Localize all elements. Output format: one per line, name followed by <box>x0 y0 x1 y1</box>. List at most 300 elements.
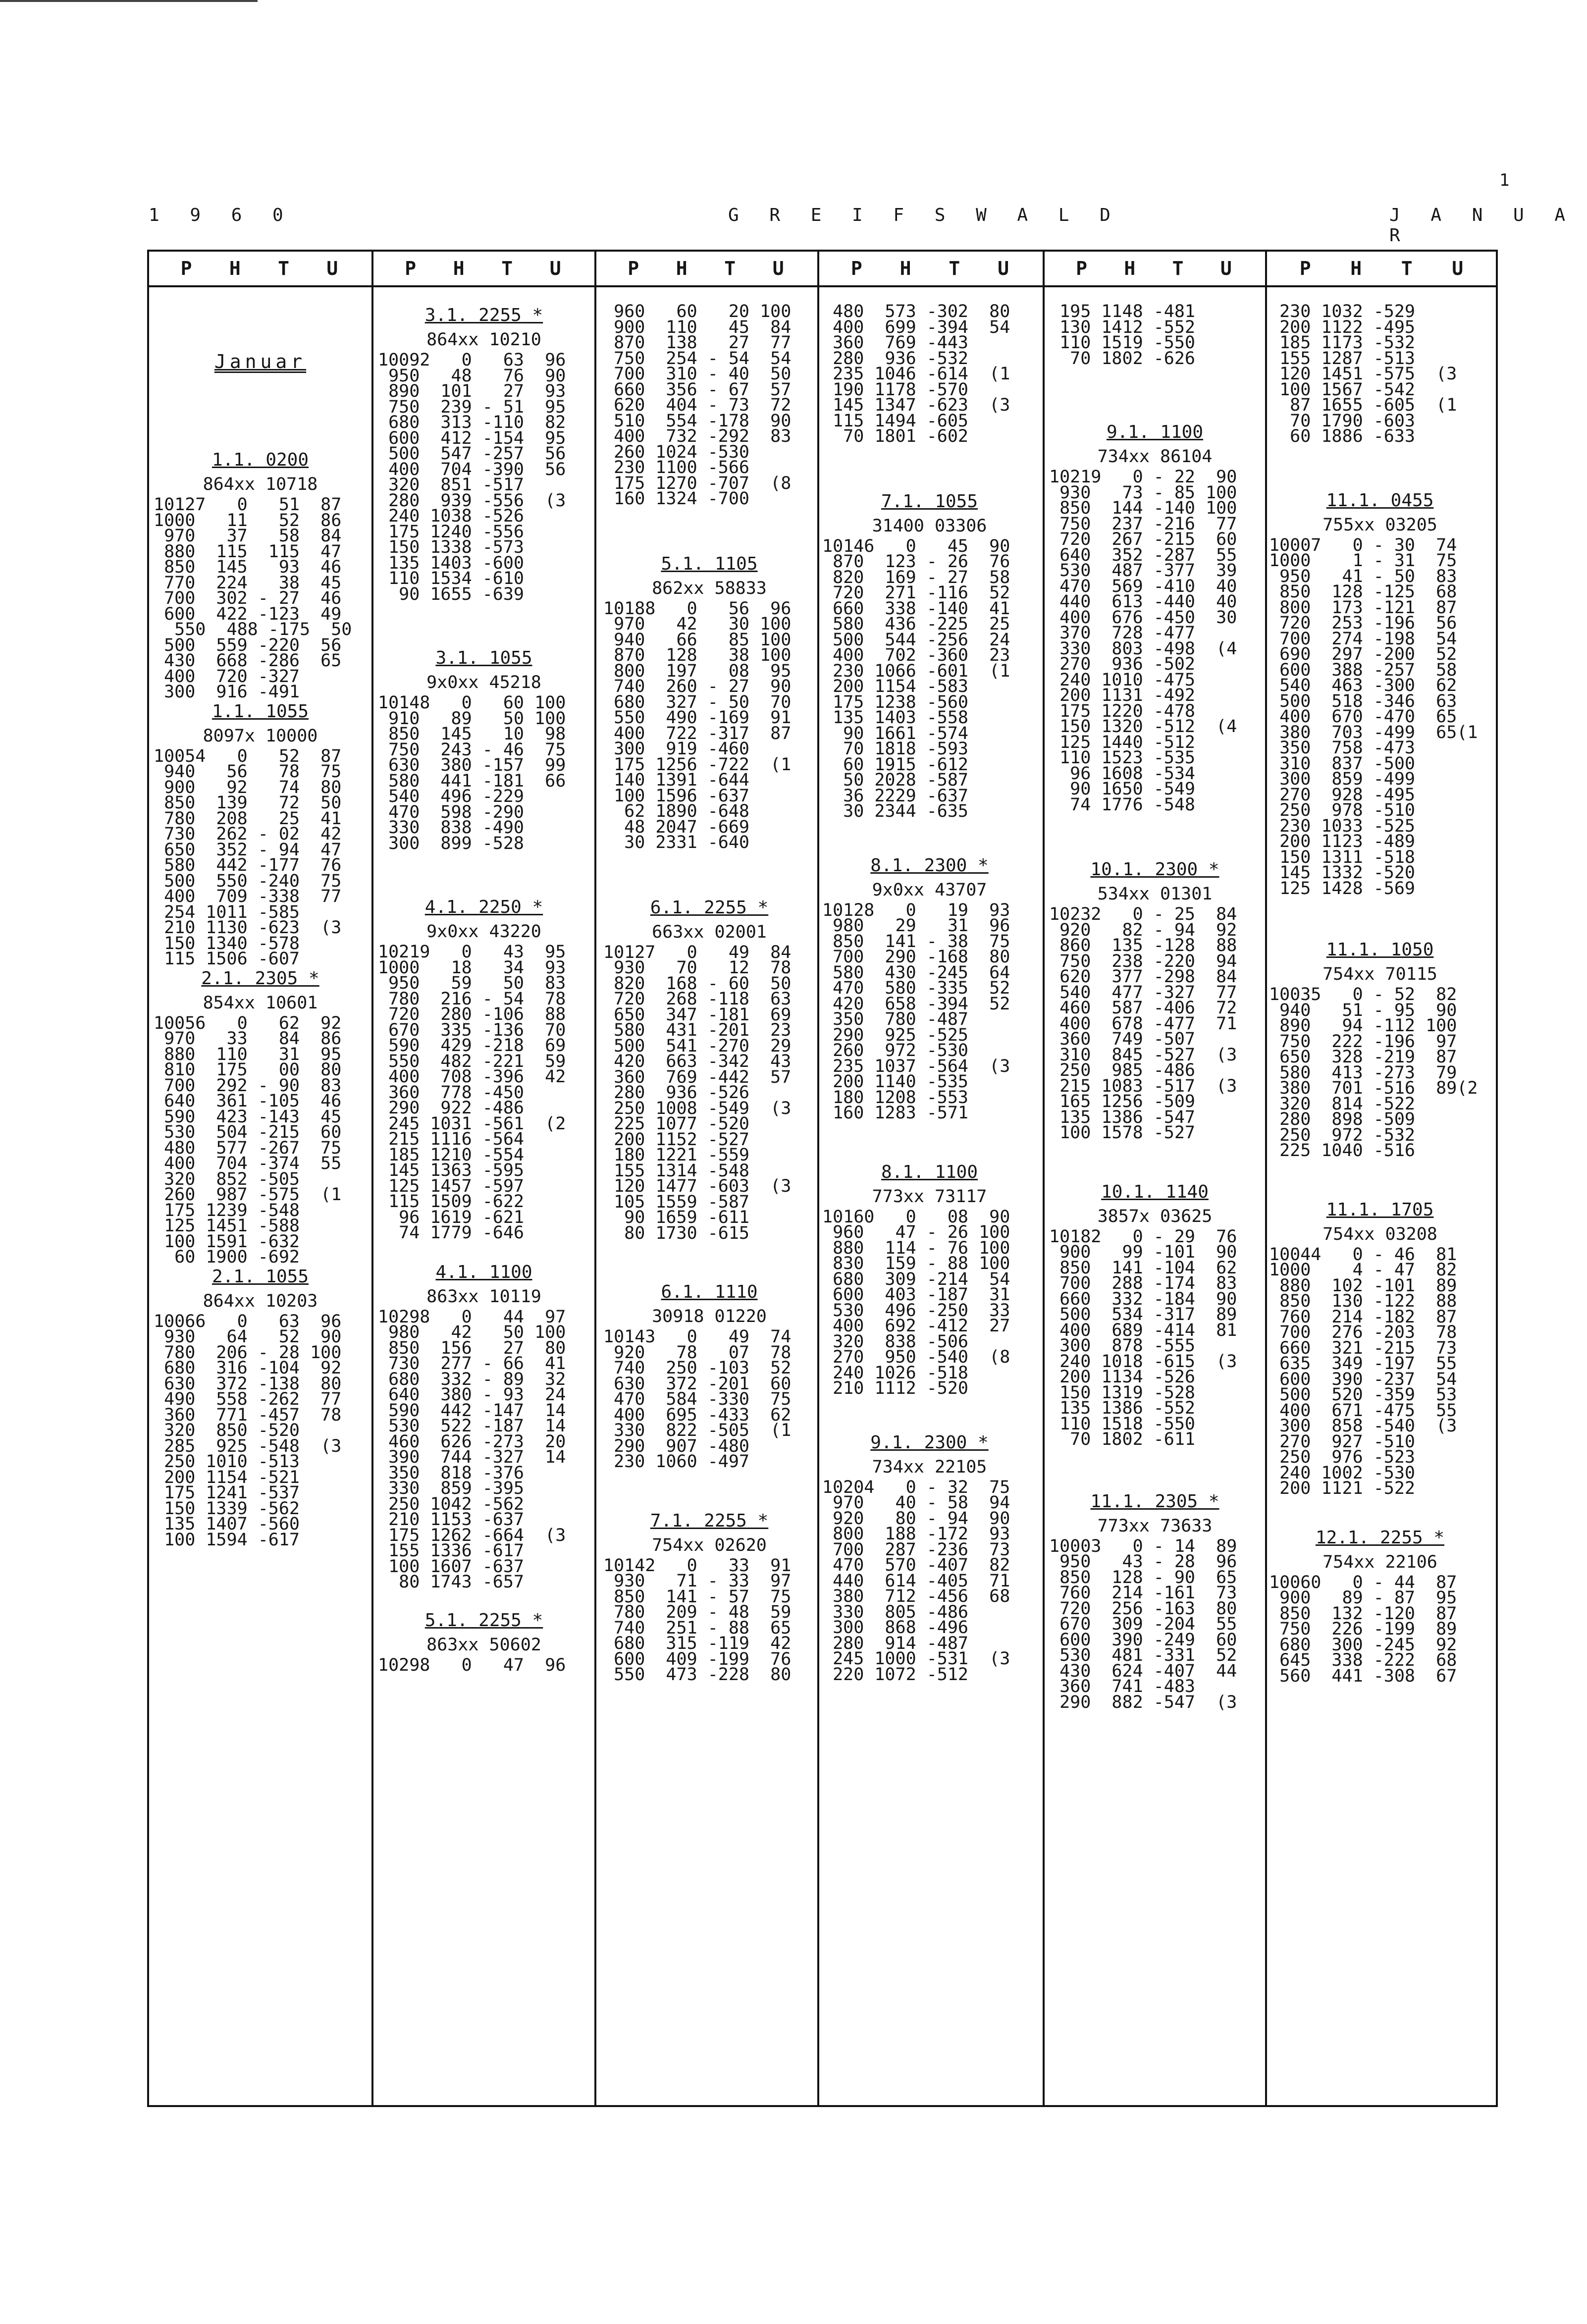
data-row: 400 689 -414 81 <box>1049 1320 1237 1340</box>
data-row: 155 1336 -617 <box>378 1541 525 1561</box>
section-title: 10.1. 1140 <box>1101 1181 1209 1202</box>
sounding-section <box>603 1281 815 1470</box>
data-row: 700 310 - 40 50 <box>603 364 792 384</box>
data-row: 10007 0 - 30 74 <box>1269 535 1457 555</box>
data-row: 80 1730 -615 <box>603 1223 750 1243</box>
column-header-label: T <box>1401 258 1413 279</box>
data-row: 330 805 -486 <box>822 1602 969 1622</box>
data-row: 660 332 -184 90 <box>1049 1289 1237 1309</box>
data-row: 260 1024 -530 <box>603 442 750 462</box>
data-row: 680 332 - 89 32 <box>378 1369 566 1389</box>
data-row: 50 2028 -587 <box>822 770 969 790</box>
data-row: 74 1779 -646 <box>378 1223 525 1243</box>
data-row: 600 390 -237 54 <box>1269 1369 1457 1389</box>
column-header-label: H <box>676 258 688 279</box>
data-row: 100 1591 -632 <box>154 1231 300 1252</box>
data-row: 900 110 45 84 <box>603 317 792 337</box>
data-row: 400 676 -450 30 <box>1049 607 1237 628</box>
data-row: 115 1509 -622 <box>378 1192 525 1212</box>
data-row: 300 878 -555 <box>1049 1336 1196 1356</box>
section-station-code: 863xx 10119 <box>426 1286 541 1307</box>
data-row: 460 626 -273 20 <box>378 1431 566 1452</box>
data-row: 700 302 - 27 46 <box>154 588 342 608</box>
column-header-label: H <box>453 258 465 279</box>
data-row: 120 1477 -603 (3 <box>603 1176 792 1196</box>
data-row: 250 985 -486 <box>1049 1060 1196 1080</box>
data-row: 10056 0 62 92 <box>154 1013 342 1033</box>
data-row: 900 89 - 87 95 <box>1269 1588 1457 1608</box>
data-row: 10127 0 51 87 <box>154 495 342 515</box>
data-row: 74 1776 -548 <box>1049 794 1196 815</box>
column-header-label: H <box>1350 258 1362 279</box>
header-year: 1 9 6 0 <box>149 205 293 225</box>
data-row: 1000 11 52 86 <box>154 510 342 530</box>
data-row: 150 1311 -518 <box>1269 847 1416 867</box>
data-row: 135 1386 -547 <box>1049 1107 1196 1127</box>
section-station-code: 734xx 86104 <box>1097 447 1213 467</box>
data-row: 800 188 -172 93 <box>822 1524 1010 1544</box>
data-row: 360 769 -443 <box>822 333 969 353</box>
data-row: 850 144 -140 100 <box>1049 498 1237 518</box>
data-row: 10204 0 - 32 75 <box>822 1477 1010 1497</box>
data-row: 400 695 -433 62 <box>603 1405 792 1425</box>
sounding-section <box>1269 304 1491 445</box>
data-row: 10188 0 56 96 <box>603 598 792 619</box>
section-station-code: 864xx 10718 <box>203 475 318 494</box>
data-row: 290 907 -480 <box>603 1436 750 1456</box>
section-station-code: 754xx 03208 <box>1322 1224 1437 1244</box>
sounding-section <box>1269 939 1491 1159</box>
data-row: 125 1428 -569 <box>1269 878 1416 898</box>
data-row: 200 1134 -526 <box>1049 1367 1196 1387</box>
column-header-label: U <box>326 258 338 279</box>
data-row: 225 1077 -520 <box>603 1114 750 1134</box>
data-row: 850 141 - 57 75 <box>603 1586 792 1607</box>
data-row: 150 1339 -562 <box>154 1498 300 1519</box>
section-title: 9.1. 1100 <box>1106 422 1204 442</box>
data-row: 880 110 31 95 <box>154 1044 342 1064</box>
data-row: 580 430 -245 64 <box>822 962 1010 983</box>
section-title: 10.1. 2300 * <box>1049 858 1261 881</box>
sounding-section <box>154 967 367 1266</box>
data-row: 100 1567 -542 <box>1269 379 1416 400</box>
data-row: 850 128 - 90 65 <box>1049 1567 1237 1587</box>
column-header-group <box>817 258 1043 282</box>
data-row: 230 1066 -601 (1 <box>822 661 1010 681</box>
data-row: 910 89 50 100 <box>378 708 566 729</box>
data-row: 400 692 -412 27 <box>822 1316 1010 1336</box>
data-row: 630 372 -201 60 <box>603 1373 792 1394</box>
data-row: 175 1240 -556 <box>378 522 525 542</box>
data-row: 240 1018 -615 (3 <box>1049 1351 1237 1372</box>
data-row: 10127 0 49 84 <box>603 942 792 962</box>
data-row: 670 309 -204 55 <box>1049 1614 1237 1634</box>
column-separator <box>594 250 596 2107</box>
data-row: 820 169 - 27 58 <box>822 567 1010 587</box>
data-row: 220 1072 -512 <box>822 1664 969 1685</box>
data-row: 300 916 -491 <box>154 682 300 702</box>
data-row: 10035 0 - 52 82 <box>1269 985 1457 1004</box>
data-row: 200 1154 -583 <box>822 677 969 696</box>
data-row: 950 43 - 28 96 <box>1049 1552 1237 1572</box>
data-column <box>378 304 590 1673</box>
sounding-section <box>378 896 590 1241</box>
data-row: 430 668 -286 65 <box>154 651 342 671</box>
sounding-section <box>822 304 1037 445</box>
data-row: 270 928 -495 <box>1269 785 1416 805</box>
sounding-section <box>1049 1181 1261 1448</box>
data-row: 400 678 -477 71 <box>1049 1013 1237 1034</box>
data-row: 145 1347 -623 (3 <box>822 395 1010 415</box>
data-row: 96 1608 -534 <box>1049 763 1196 784</box>
data-row: 10298 0 44 97 <box>378 1307 566 1327</box>
section-title: 7.1. 2255 * <box>603 1510 815 1532</box>
data-row: 200 1140 -535 <box>822 1072 969 1092</box>
data-row: 850 145 93 46 <box>154 557 342 577</box>
data-row: 30 2344 -635 <box>822 801 969 821</box>
data-row: 870 138 27 77 <box>603 333 792 353</box>
data-row: 580 442 -177 76 <box>154 855 342 875</box>
data-row: 280 898 -509 <box>1269 1109 1416 1129</box>
data-row: 10054 0 52 87 <box>154 746 342 766</box>
data-row: 240 1026 -518 <box>822 1363 969 1383</box>
section-station-code: 754xx 70115 <box>1322 964 1437 984</box>
data-row: 10143 0 49 74 <box>603 1327 792 1347</box>
data-row: 1000 1 - 31 75 <box>1269 551 1457 571</box>
data-row: 200 1152 -527 <box>603 1129 750 1150</box>
header-rule <box>147 285 1498 287</box>
data-row: 850 132 -120 87 <box>1269 1603 1457 1624</box>
data-row: 480 573 -302 80 <box>822 302 1010 321</box>
column-header-label: P <box>850 258 862 279</box>
data-row: 680 300 -245 92 <box>1269 1635 1457 1655</box>
data-row: 590 429 -218 69 <box>378 1036 566 1056</box>
data-row: 550 488 -175 50 <box>154 620 352 639</box>
sounding-section <box>1269 489 1491 897</box>
data-row: 970 33 84 86 <box>154 1029 342 1049</box>
section-station-code: 9x0xx 45218 <box>426 673 541 692</box>
data-row: 870 123 - 26 76 <box>822 552 1010 572</box>
data-row: 200 1121 -522 <box>1269 1479 1416 1498</box>
data-row: 720 280 -106 88 <box>378 1004 566 1024</box>
sounding-section <box>1049 858 1261 1141</box>
data-row: 500 518 -346 63 <box>1269 691 1457 711</box>
section-title: 11.1. 2305 * <box>1049 1490 1261 1513</box>
data-row: 950 41 - 50 83 <box>1269 566 1457 586</box>
data-row: 260 987 -575 (1 <box>154 1185 342 1205</box>
data-row: 87 1655 -605 (1 <box>1269 395 1457 415</box>
data-row: 250 978 -510 <box>1269 800 1416 820</box>
data-row: 920 82 - 94 92 <box>1049 920 1237 940</box>
data-row: 580 436 -225 25 <box>822 614 1010 634</box>
data-row: 120 1451 -575 (3 <box>1269 364 1457 384</box>
data-row: 750 238 -220 94 <box>1049 951 1237 971</box>
data-row: 810 175 00 80 <box>154 1060 342 1080</box>
data-row: 800 197 08 95 <box>603 661 792 681</box>
data-row: 10219 0 43 95 <box>378 942 566 962</box>
data-row: 980 42 50 100 <box>378 1322 566 1342</box>
data-row: 280 914 -487 <box>822 1633 969 1653</box>
data-row: 190 1178 -570 <box>822 379 969 400</box>
data-column <box>154 299 367 1548</box>
data-row: 470 569 -410 40 <box>1049 576 1237 596</box>
data-row: 330 803 -498 (4 <box>1049 638 1237 659</box>
data-row: 880 114 - 76 100 <box>822 1238 1010 1258</box>
data-row: 870 128 38 100 <box>603 645 792 665</box>
data-row: 970 37 58 84 <box>154 526 342 546</box>
data-column <box>1269 304 1491 1684</box>
sounding-section <box>378 647 590 851</box>
data-row: 850 156 27 80 <box>378 1338 566 1358</box>
data-row: 10298 0 47 96 <box>378 1655 566 1675</box>
data-row: 690 297 -200 52 <box>1269 644 1457 664</box>
header-city: G R E I F S W A L D <box>728 205 1120 225</box>
section-title: 11.1. 1050 <box>1326 940 1434 960</box>
column-separator <box>1043 250 1045 2107</box>
data-row: 770 224 38 45 <box>154 573 342 593</box>
data-row: 280 939 -556 (3 <box>378 490 566 511</box>
data-row: 320 838 -506 <box>822 1331 969 1352</box>
data-row: 310 837 -500 <box>1269 753 1416 774</box>
data-row: 240 1010 -475 <box>1049 670 1196 690</box>
data-row: 960 47 - 26 100 <box>822 1222 1010 1242</box>
column-header-label: U <box>772 258 784 279</box>
data-row: 850 128 -125 68 <box>1269 582 1457 602</box>
data-row: 135 1407 -560 <box>154 1514 300 1534</box>
data-row: 175 1262 -664 (3 <box>378 1525 566 1545</box>
data-row: 390 744 -327 14 <box>378 1447 566 1467</box>
data-row: 950 48 76 90 <box>378 366 566 386</box>
column-header-group <box>594 258 817 282</box>
data-row: 635 349 -197 55 <box>1269 1354 1457 1373</box>
data-row: 360 749 -507 <box>1049 1029 1196 1049</box>
data-row: 400 670 -470 65 <box>1269 707 1457 727</box>
column-header-group <box>371 258 594 282</box>
data-row: 240 1038 -526 <box>378 506 525 526</box>
data-row: 200 1123 -489 <box>1269 832 1416 851</box>
data-row: 600 388 -257 58 <box>1269 660 1457 680</box>
data-row: 970 42 30 100 <box>603 614 792 634</box>
data-row: 125 1451 -588 <box>154 1216 300 1236</box>
data-row: 550 482 -221 59 <box>378 1051 566 1071</box>
sounding-section <box>378 304 590 602</box>
data-row: 480 577 -267 75 <box>154 1138 342 1158</box>
data-row: 270 950 -540 (8 <box>822 1347 1010 1367</box>
data-row: 300 899 -528 <box>378 833 525 853</box>
data-row: 110 1523 -535 <box>1049 748 1196 768</box>
data-row: 60 1900 -692 <box>154 1247 300 1267</box>
section-title: 3.1. 2255 * <box>378 304 590 327</box>
data-row: 175 1239 -548 <box>154 1200 300 1220</box>
data-row: 720 256 -163 80 <box>1049 1598 1237 1619</box>
sounding-section <box>822 854 1037 1121</box>
data-row: 860 135 -128 88 <box>1049 936 1237 955</box>
data-row: 350 780 -487 <box>822 1009 969 1029</box>
data-row: 70 1802 -626 <box>1049 348 1196 369</box>
month-title: Januar <box>214 351 307 372</box>
data-row: 135 1403 -600 <box>378 553 525 573</box>
data-row: 660 321 -215 73 <box>1269 1338 1457 1358</box>
data-row: 175 1241 -537 <box>154 1483 300 1503</box>
data-row: 740 251 - 88 65 <box>603 1618 792 1638</box>
column-header-label: T <box>724 258 736 279</box>
data-row: 10060 0 - 44 87 <box>1269 1572 1457 1592</box>
data-row: 630 372 -138 80 <box>154 1373 342 1394</box>
data-row: 900 92 74 80 <box>154 777 342 797</box>
data-row: 920 78 07 78 <box>603 1342 792 1363</box>
section-station-code: 863xx 50602 <box>426 1635 541 1655</box>
data-row: 740 250 -103 52 <box>603 1358 792 1378</box>
section-title: 7.1. 1055 <box>881 491 978 512</box>
data-row: 880 115 115 47 <box>154 541 342 562</box>
data-row: 150 1340 -578 <box>154 933 300 953</box>
data-row: 150 1320 -512 (4 <box>1049 717 1237 737</box>
section-station-code: 864xx 10210 <box>426 330 541 350</box>
data-row: 180 1221 -559 <box>603 1145 750 1165</box>
data-row: 185 1173 -532 <box>1269 333 1416 353</box>
data-row: 210 1153 -637 <box>378 1510 525 1530</box>
data-row: 145 1363 -595 <box>378 1161 525 1180</box>
sounding-section <box>378 1261 590 1590</box>
data-row: 680 309 -214 54 <box>822 1269 1010 1289</box>
data-row: 400 704 -390 56 <box>378 459 566 479</box>
column-header-label: P <box>1076 258 1088 279</box>
sounding-section <box>603 897 815 1242</box>
data-row: 185 1210 -554 <box>378 1145 525 1165</box>
data-row: 730 262 - 02 42 <box>154 824 342 844</box>
data-row: 590 423 -143 45 <box>154 1107 342 1127</box>
data-row: 290 925 -525 <box>822 1025 969 1045</box>
data-row: 320 851 -517 <box>378 475 525 495</box>
data-row: 600 412 -154 95 <box>378 428 566 448</box>
data-row: 500 520 -359 53 <box>1269 1385 1457 1405</box>
data-row: 660 356 - 67 57 <box>603 379 792 400</box>
data-row: 950 59 50 83 <box>378 973 566 993</box>
data-row: 940 56 78 75 <box>154 762 342 782</box>
data-row: 300 868 -496 <box>822 1618 969 1637</box>
data-row: 165 1256 -509 <box>1049 1092 1196 1111</box>
data-row: 540 477 -327 77 <box>1049 982 1237 1003</box>
data-row: 225 1040 -516 <box>1269 1141 1416 1161</box>
data-row: 155 1287 -513 <box>1269 348 1416 369</box>
section-station-code: 734xx 22105 <box>872 1457 987 1477</box>
data-row: 645 338 -222 68 <box>1269 1650 1457 1670</box>
data-row: 250 972 -532 <box>1269 1125 1416 1145</box>
data-row: 254 1011 -585 <box>154 902 300 922</box>
data-row: 680 315 -119 42 <box>603 1634 792 1653</box>
data-row: 400 699 -394 54 <box>822 317 1010 337</box>
data-row: 10182 0 - 29 76 <box>1049 1226 1237 1247</box>
data-row: 720 267 -215 60 <box>1049 529 1237 549</box>
data-row: 125 1457 -597 <box>378 1176 525 1196</box>
data-row: 150 1319 -528 <box>1049 1382 1196 1403</box>
column-header-label: T <box>949 258 960 279</box>
section-title: 8.1. 1100 <box>881 1162 978 1182</box>
data-row: 160 1283 -571 <box>822 1103 969 1123</box>
data-row: 620 377 -298 84 <box>1049 967 1237 987</box>
data-row: 180 1208 -553 <box>822 1087 969 1108</box>
data-row: 940 66 85 100 <box>603 630 792 650</box>
data-row: 720 271 -116 52 <box>822 583 1010 603</box>
page-number: 1 <box>1499 170 1510 190</box>
data-row: 580 413 -273 79 <box>1269 1062 1457 1083</box>
data-row: 830 159 - 88 100 <box>822 1254 1010 1273</box>
data-row: 80 1743 -657 <box>378 1572 525 1592</box>
data-row: 160 1324 -700 <box>603 489 750 509</box>
section-station-code: 773xx 73117 <box>872 1186 987 1207</box>
data-row: 640 380 - 93 24 <box>378 1385 566 1405</box>
column-separator <box>1265 250 1267 2107</box>
data-row: 195 1148 -481 <box>1049 302 1196 321</box>
data-row: 470 598 -290 <box>378 802 525 822</box>
data-row: 760 214 -182 87 <box>1269 1307 1457 1327</box>
section-title: 11.1. 0455 <box>1326 490 1434 511</box>
column-header-label: H <box>899 258 911 279</box>
data-row: 780 216 - 54 78 <box>378 989 566 1009</box>
data-row: 530 522 -187 14 <box>378 1416 566 1436</box>
data-row: 230 1033 -525 <box>1269 816 1416 836</box>
data-row: 430 624 -407 44 <box>1049 1661 1237 1681</box>
data-row: 380 712 -456 68 <box>822 1586 1010 1606</box>
data-row: 1000 18 34 93 <box>378 957 566 978</box>
data-row: 290 882 -547 (3 <box>1049 1692 1237 1712</box>
header-month: J A N U A R <box>1389 205 1576 246</box>
data-row: 310 845 -527 (3 <box>1049 1045 1237 1065</box>
data-row: 270 936 -502 <box>1049 654 1196 674</box>
data-row: 60 1915 -612 <box>822 754 969 775</box>
data-row: 750 226 -199 89 <box>1269 1619 1457 1639</box>
data-row: 800 173 -121 87 <box>1269 597 1457 618</box>
data-row: 230 1100 -566 <box>603 458 750 477</box>
data-row: 260 972 -530 <box>822 1041 969 1060</box>
data-row: 70 1790 -603 <box>1269 411 1416 431</box>
sounding-section <box>154 449 367 700</box>
data-row: 10003 0 - 14 89 <box>1049 1536 1237 1556</box>
data-row: 215 1116 -564 <box>378 1129 525 1149</box>
data-row: 670 335 -136 70 <box>378 1020 566 1040</box>
section-title: 4.1. 2250 * <box>378 896 590 919</box>
column-separator <box>371 250 373 2107</box>
column-header-label: H <box>1124 258 1136 279</box>
data-row: 650 328 -219 87 <box>1269 1047 1457 1067</box>
data-row: 230 1032 -529 <box>1269 302 1416 321</box>
data-row: 300 859 -499 <box>1269 769 1416 789</box>
data-row: 580 441 -181 66 <box>378 771 566 791</box>
sounding-section <box>1049 1490 1261 1711</box>
data-column <box>1049 304 1261 1710</box>
data-row: 780 206 - 28 100 <box>154 1342 342 1363</box>
data-row: 350 818 -376 <box>378 1463 525 1483</box>
sounding-section <box>822 490 1037 820</box>
data-row: 360 741 -483 <box>1049 1677 1196 1696</box>
section-title: 9.1. 2300 * <box>822 1431 1037 1454</box>
data-row: 115 1506 -607 <box>154 949 300 969</box>
scan-edge-line <box>0 0 258 2</box>
data-row: 440 614 -405 71 <box>822 1571 1010 1591</box>
data-row: 500 541 -270 29 <box>603 1036 792 1056</box>
data-row: 530 487 -377 39 <box>1049 561 1237 581</box>
data-row: 940 51 - 95 90 <box>1269 1000 1457 1020</box>
data-row: 230 1060 -497 <box>603 1452 750 1472</box>
data-row: 500 547 -257 56 <box>378 444 566 464</box>
column-header-label: T <box>501 258 513 279</box>
data-row: 360 769 -442 57 <box>603 1067 792 1087</box>
sounding-section <box>154 1266 367 1548</box>
data-row: 100 1594 -617 <box>154 1530 300 1550</box>
column-header-label: U <box>1220 258 1232 279</box>
data-row: 135 1386 -552 <box>1049 1398 1196 1418</box>
data-row: 10146 0 45 90 <box>822 536 1010 556</box>
